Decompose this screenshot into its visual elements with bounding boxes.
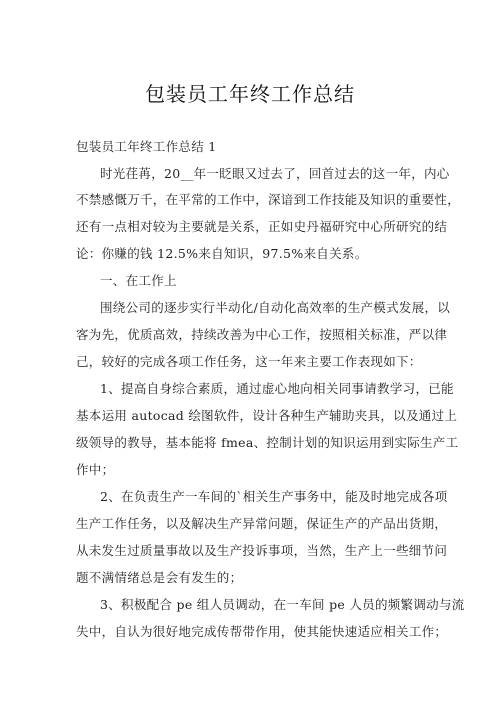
paragraph-line: 不禁感慨万千，在平常的工作中，深谙到工作技能及知识的重要性， — [76, 192, 461, 207]
paragraph-line: 2、在负责生产一车间的`相关生产事务中，能及时地完成各项 — [100, 489, 448, 504]
paragraph-line: 论：你赚的钱 12.5%来自知识，97.5%来自关系。 — [76, 246, 368, 261]
paragraph-line: 级领导的教导，基本能将 fmea、控制计划的知识运用到实际生产工 — [76, 435, 459, 450]
section-heading: 包装员工年终工作总结 1 — [76, 139, 217, 154]
paragraph-line: 基本运用 autocad 绘图软件，设计各种生产辅助夹具，以及通过上 — [76, 408, 458, 423]
paragraph-line: 还有一点相对较为主要就是关系，正如史丹福研究中心所研究的结 — [76, 219, 448, 234]
subheading: 一、在工作上 — [100, 273, 177, 288]
paragraph-line: 时光荏苒，20__年一眨眼又过去了，回首过去的这一年，内心 — [100, 166, 450, 181]
paragraph-line: 1、提高自身综合素质，通过虚心地向相关同事请教学习，已能 — [100, 381, 454, 396]
paragraph-line: 围绕公司的逐步实行半动化/自动化高效率的生产模式发展，以 — [100, 300, 451, 315]
paragraph-line: 失中，自认为很好地完成传帮带作用，使其能快速适应相关工作； — [76, 624, 448, 639]
paragraph-line: 作中； — [76, 462, 115, 477]
paragraph-line: 客为先，优质高效，持续改善为中心工作，按照相关标准，严以律 — [76, 327, 448, 342]
paragraph-line: 3、积极配合 pe 组人员调动，在一车间 pe 人员的频繁调动与流 — [100, 597, 465, 612]
paragraph-line: 己，较好的完成各项工作任务，这一年来主要工作表现如下： — [76, 354, 422, 369]
paragraph-line: 生产工作任务，以及解决生产异常问题，保证生产的产品出货期， — [76, 516, 448, 531]
document-title: 包装员工年终工作总结 — [145, 82, 355, 106]
paragraph-line: 题不满情绪总是会有发生的； — [76, 570, 243, 585]
paragraph-line: 从未发生过质量事故以及生产投诉事项，当然，生产上一些细节问 — [76, 543, 448, 558]
